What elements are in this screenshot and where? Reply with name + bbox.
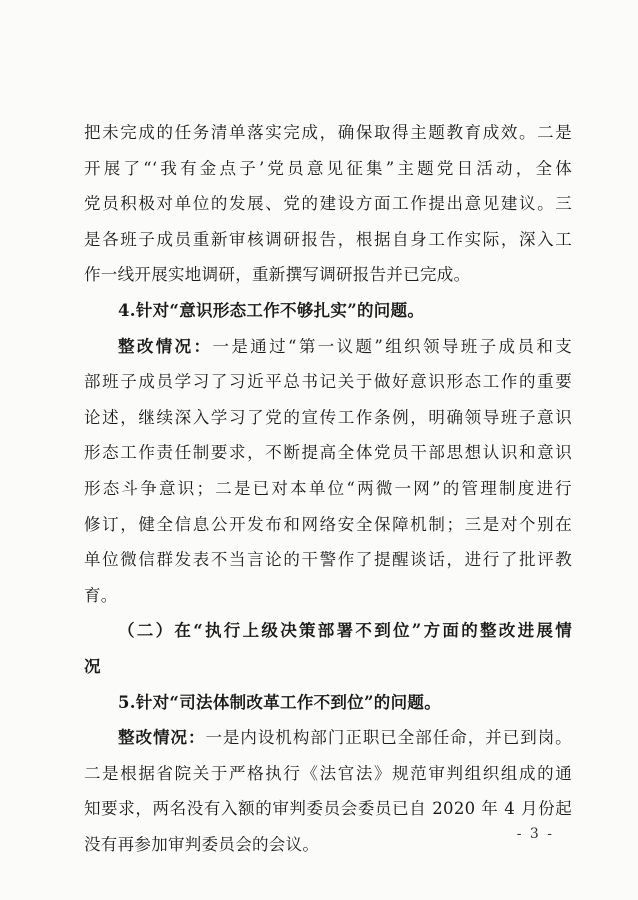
text-line: 开展了“‘我有金点子’党员意见征集”主题党日活动，全体 (84, 158, 572, 178)
text-line (84, 720, 572, 756)
rectification-paragraph-4 (84, 329, 572, 614)
text-line: 况 (84, 656, 101, 676)
text-line: 单位微信群发表不当言论的干警作了提醒谈话，进行了批评教 (84, 550, 572, 570)
text-span: 一是内设机构部门正职已全部任命，并已到岗。 (205, 728, 572, 748)
text-line: 论述，继续深入学习了党的宣传工作条例，明确领导班子意识 (84, 407, 572, 427)
text-line: 知要求，两名没有入额的审判委员会委员已自 2020 年 4 月份起 (84, 799, 572, 819)
text-line: 部班子成员学习了习近平总书记关于做好意识形态工作的重要 (84, 372, 572, 392)
issue-heading-5: 5.针对“司法体制改革工作不到位”的问题。 (118, 692, 442, 712)
issue-heading-4: 4.针对“意识形态工作不够扎实”的问题。 (118, 300, 425, 320)
rectification-label: 整改情况： (118, 728, 206, 748)
text-line: 作一线开展实地调研，重新撰写调研报告并已完成。 (84, 265, 471, 285)
text-line: 修订，健全信息公开发布和网络安全保障机制；三是对个别在 (84, 514, 572, 534)
text-line: 育。 (84, 585, 118, 605)
paragraph-continued (84, 115, 572, 293)
text-line: 是各班子成员重新审核调研报告，根据自身工作实际，深入工 (84, 229, 572, 249)
section-heading-2 (84, 613, 572, 684)
text-line: 形态工作责任制要求，不断提高全体党员干部思想认识和意识 (84, 443, 572, 463)
text-line: （二）在“执行上级决策部署不到位”方面的整改进展情 (118, 621, 572, 641)
rectification-paragraph-5 (84, 720, 572, 862)
text-line: 没有再参加审判委员会的会议。 (84, 834, 320, 854)
rectification-label: 整改情况： (118, 336, 213, 356)
text-line: 把未完成的任务清单落实完成，确保取得主题教育成效。二是 (84, 123, 572, 142)
document-body (84, 115, 572, 862)
text-line: 形态斗争意识；二是已对本单位“两微一网”的管理制度进行 (84, 478, 572, 498)
page-number: - 3 - (516, 826, 554, 842)
text-span: 一是通过“第一议题”组织领导班子成员和支 (212, 336, 573, 356)
text-line (84, 329, 572, 365)
text-line: 党员积极对单位的发展、党的建设方面工作提出意见建议。三 (84, 194, 572, 214)
text-line: 二是根据省院关于严格执行《法官法》规范审判组织组成的通 (84, 763, 572, 783)
